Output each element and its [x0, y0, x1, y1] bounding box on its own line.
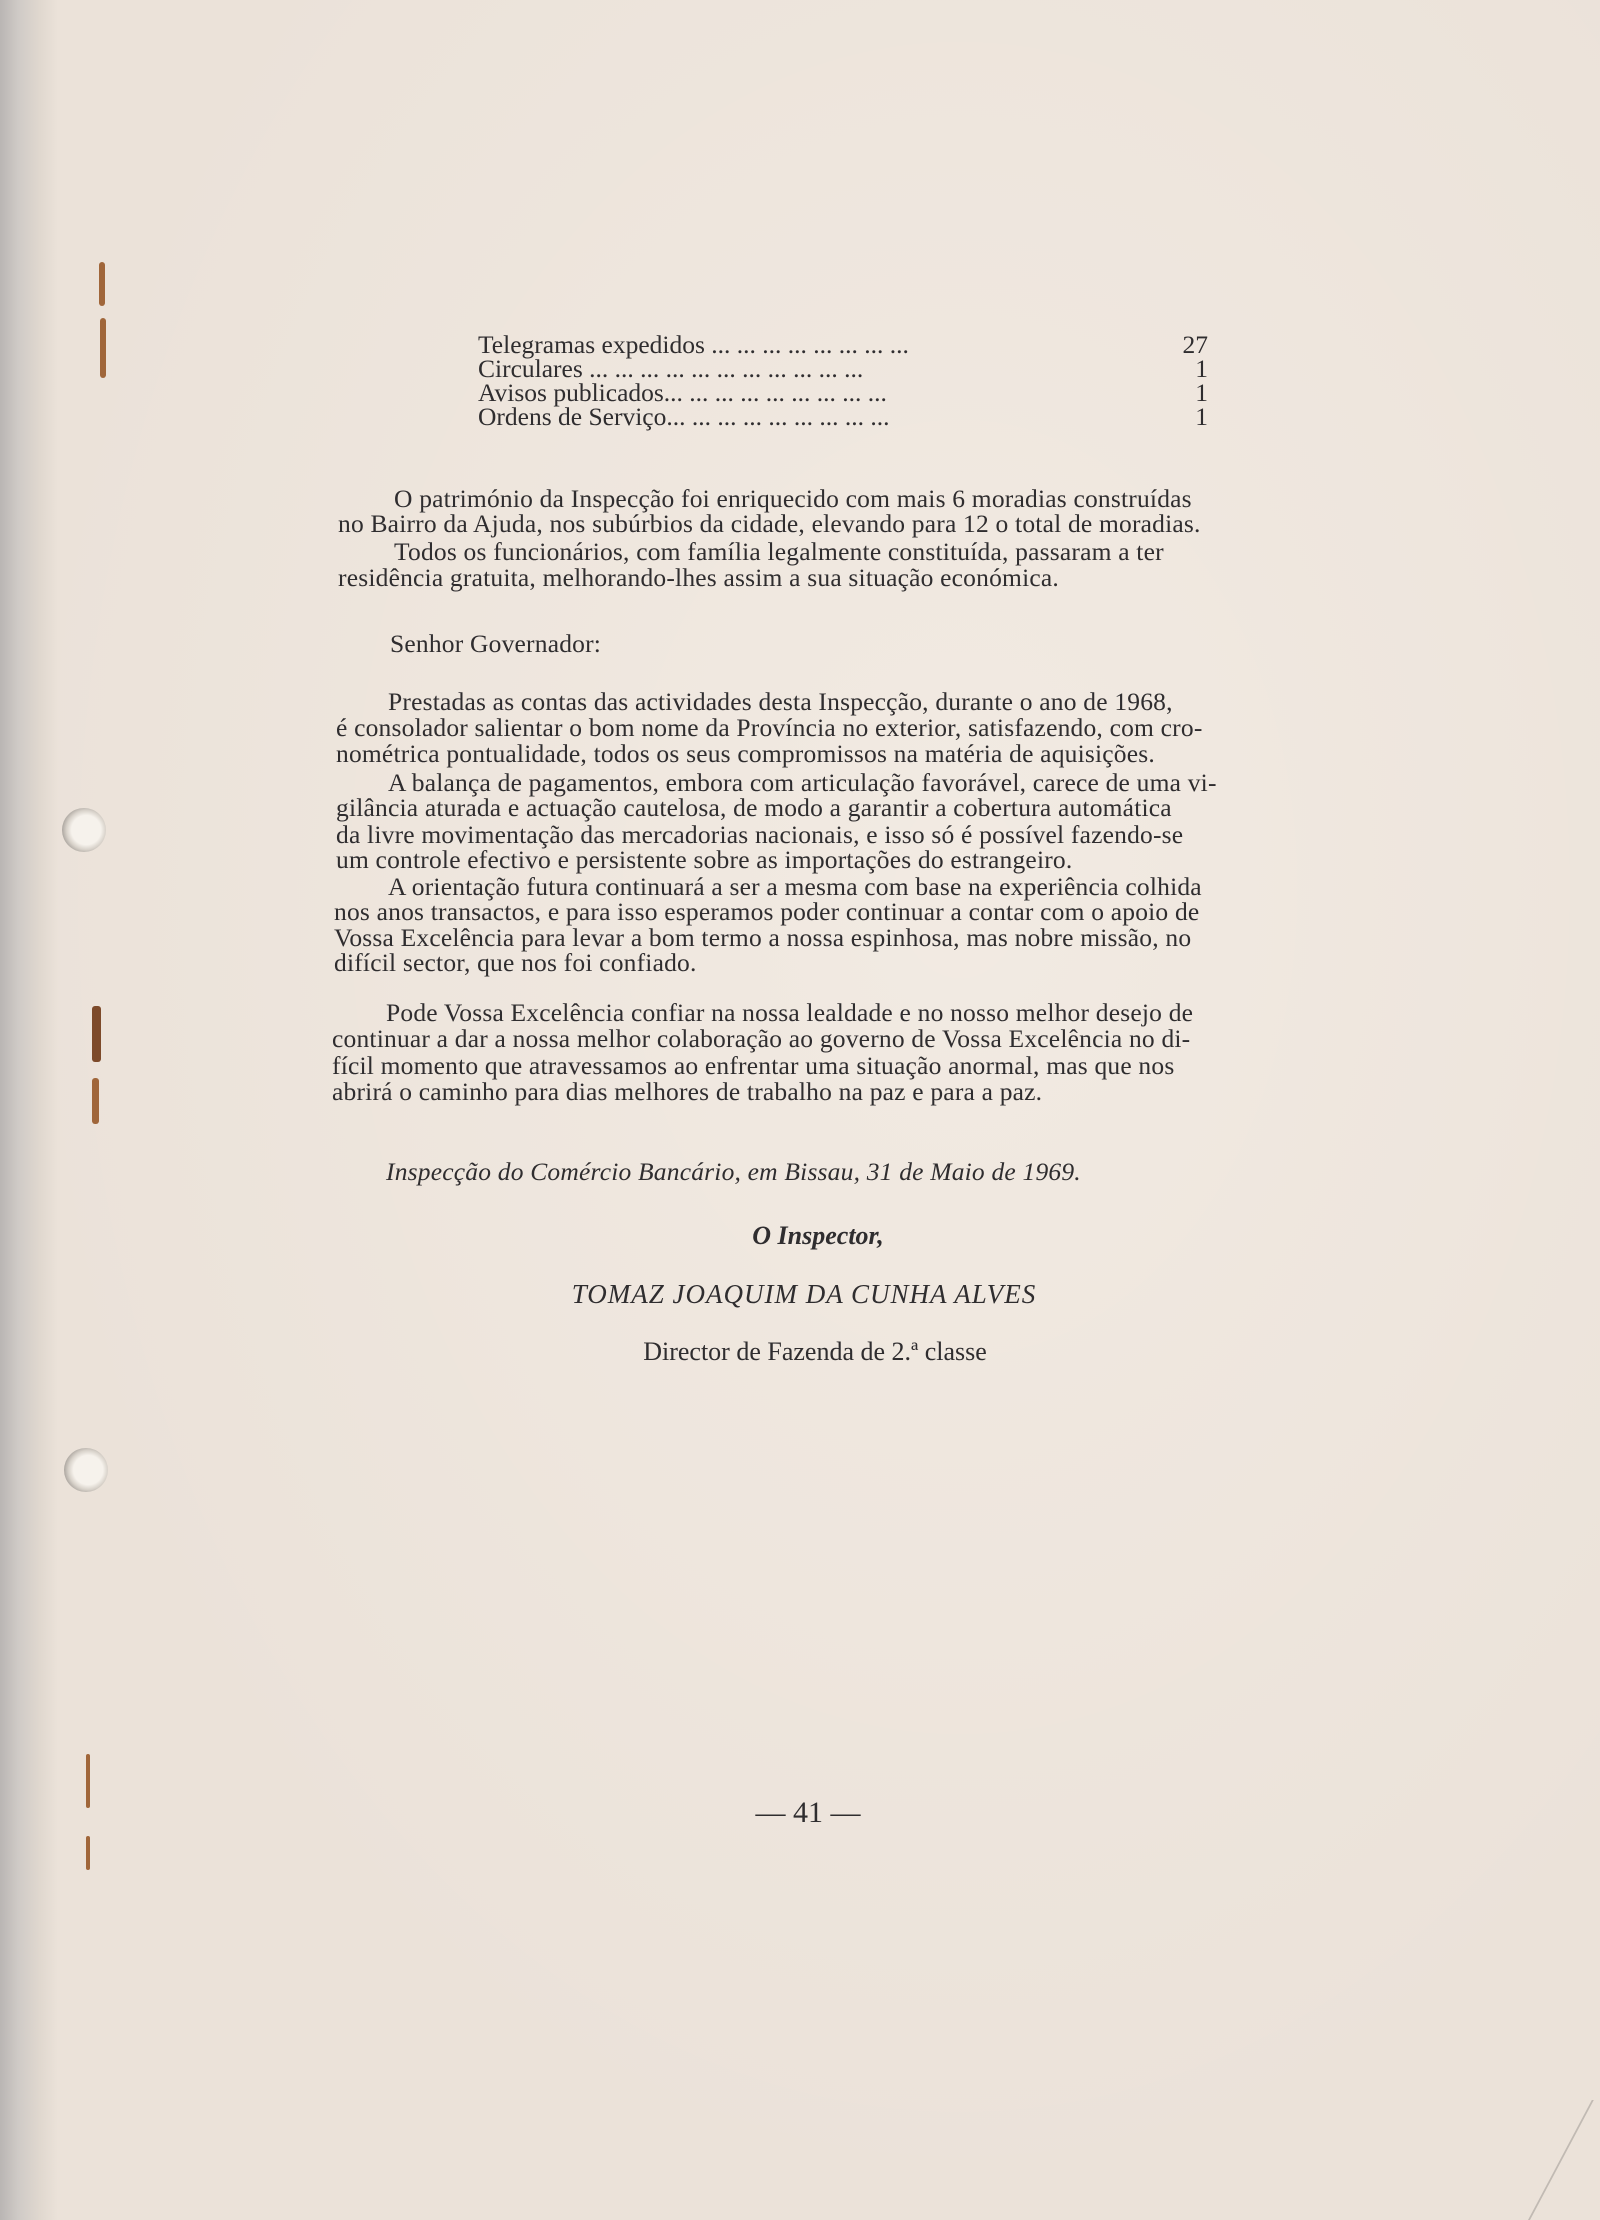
stat-value: 1 — [1195, 402, 1208, 431]
paragraph-line: continuar a dar a nossa melhor colaboração ao governo de Vossa Excelência no di- — [332, 1024, 1191, 1053]
stat-row — [478, 402, 1208, 431]
paragraph-line: fícil momento que atravessamos ao enfrentar uma situação anormal, mas que nos — [332, 1051, 1175, 1080]
binding-hole — [64, 1448, 108, 1492]
paragraph-line: é consolador salientar o bom nome da Província no exterior, satisfazendo, com cro- — [336, 713, 1203, 742]
stat-value: 27 — [1182, 330, 1208, 359]
stat-label: Telegramas expedidos ... ... ... ... ... ... ... ... — [478, 330, 909, 359]
binding-thread-mark — [99, 262, 105, 306]
stat-value: 1 — [1195, 378, 1208, 407]
paragraph-line: A orientação futura continuará a ser a mesma com base na experiência colhida — [388, 872, 1202, 901]
paragraph-line: residência gratuita, melhorando-lhes assim a sua situação económica. — [338, 563, 1059, 592]
paragraph-line: Pode Vossa Excelência confiar na nossa lealdade e no nosso melhor desejo de — [386, 998, 1194, 1027]
binding-thread-mark — [86, 1836, 90, 1870]
paragraph-line: O património da Inspecção foi enriquecido com mais 6 moradias construídas — [394, 484, 1192, 513]
signatory-name: TOMAZ JOAQUIM DA CUNHA ALVES — [571, 1279, 1037, 1309]
signatory-role: O Inspector, — [752, 1221, 884, 1250]
paragraph-line: Todos os funcionários, com família legalmente constituída, passaram a ter — [394, 537, 1164, 566]
binding-hole — [62, 808, 106, 852]
paragraph-line: Vossa Excelência para levar a bom termo a nossa espinhosa, mas nobre missão, no — [334, 923, 1192, 952]
binding-thread-mark — [92, 1078, 99, 1124]
binding-thread-mark — [100, 318, 106, 378]
binding-thread-mark — [92, 1006, 101, 1062]
paragraph-line: nos anos transactos, e para isso esperamos poder continuar a contar com o apoio de — [334, 897, 1200, 926]
stat-label: Ordens de Serviço... ... ... ... ... ... ... ... ... — [478, 402, 890, 431]
page-number: — 41 — — [755, 1796, 861, 1829]
statistics-list — [478, 330, 1208, 431]
paragraph-line: um controle efectivo e persistente sobre as importações do estrangeiro. — [336, 845, 1073, 874]
paragraph-line: A balança de pagamentos, embora com articulação favorável, carece de uma vi- — [388, 768, 1217, 797]
salutation: Senhor Governador: — [390, 629, 602, 658]
page-edge-shadow — [0, 0, 58, 2220]
paragraph-line: difícil sector, que nos foi confiado. — [334, 948, 697, 977]
place-date: Inspecção do Comércio Bancário, em Bissau, 31 de Maio de 1969. — [386, 1157, 1081, 1186]
stat-label: Avisos publicados... ... ... ... ... ... ... ... ... — [478, 378, 887, 407]
paragraph-line: da livre movimentação das mercadorias nacionais, e isso só é possível fazendo-se — [336, 820, 1184, 849]
signatory-title: Director de Fazenda de 2.ª classe — [643, 1337, 987, 1366]
paragraph-line: Prestadas as contas das actividades desta Inspecção, durante o ano de 1968, — [388, 687, 1173, 716]
stat-value: 1 — [1195, 354, 1208, 383]
paragraph-line: nométrica pontualidade, todos os seus compromissos na matéria de aquisições. — [336, 739, 1155, 768]
stat-label: Circulares ... ... ... ... ... ... ... ... ... ... ... — [478, 354, 864, 383]
page-corner-fold — [1528, 2100, 1600, 2220]
paragraph-line: abrirá o caminho para dias melhores de trabalho na paz e para a paz. — [332, 1077, 1043, 1106]
paragraph-line: gilância aturada e actuação cautelosa, de modo a garantir a cobertura automática — [336, 793, 1172, 822]
paragraph-line: no Bairro da Ajuda, nos subúrbios da cidade, elevando para 12 o total de moradias. — [338, 509, 1201, 538]
